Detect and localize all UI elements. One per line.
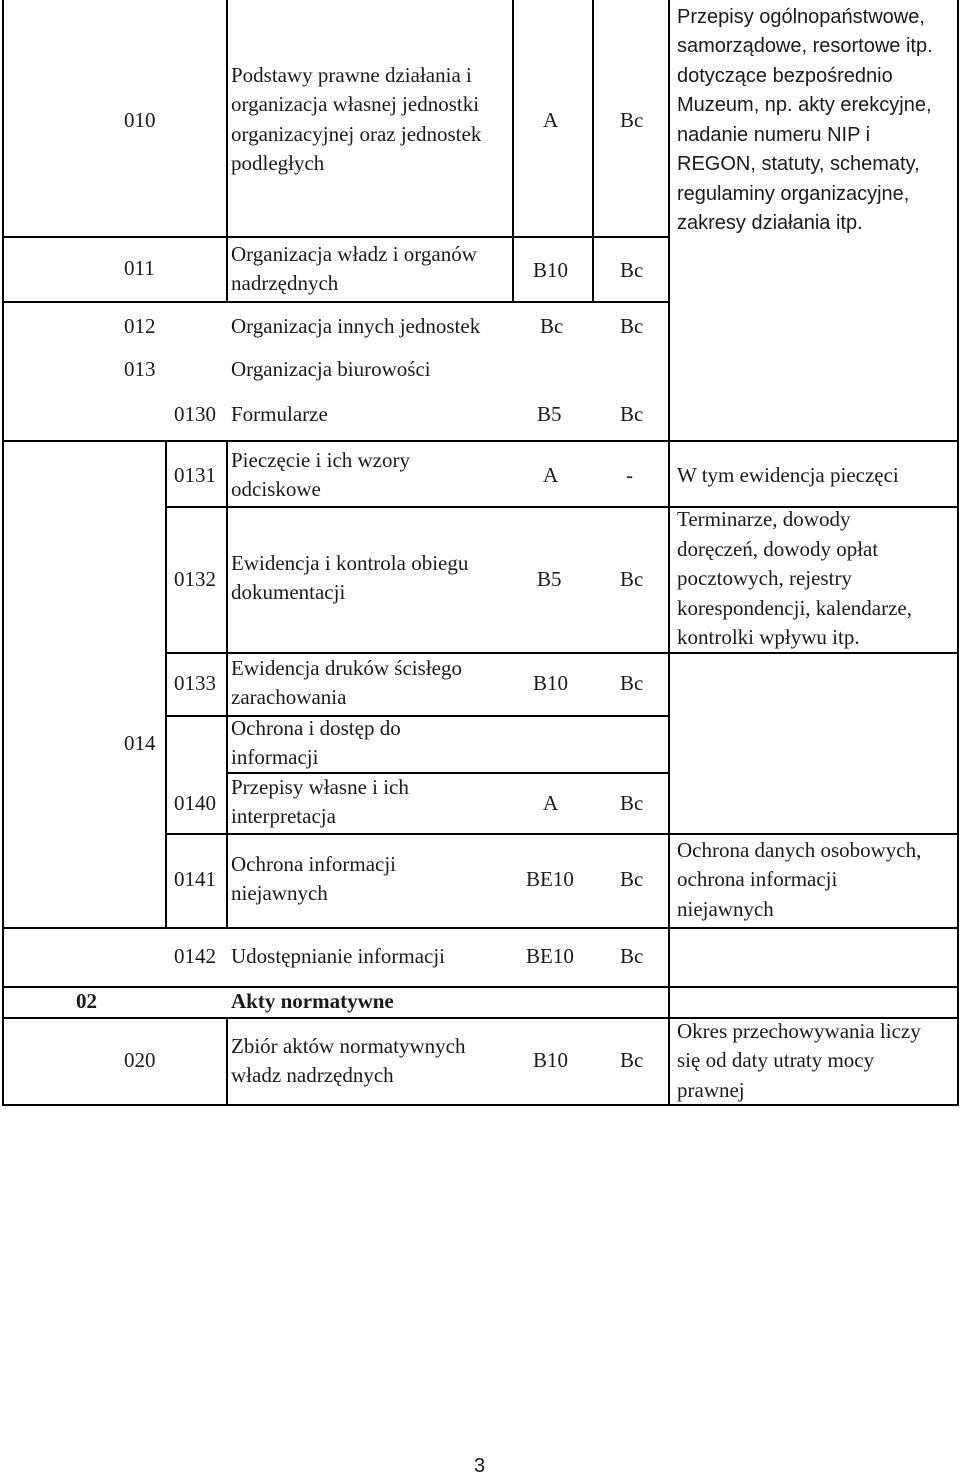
remark-przepisy-line-7: regulaminy organizacyjne, [677,183,910,205]
rule-after-011 [2,301,670,303]
row-014-title-line-1: Ochrona i dostęp do [231,716,401,740]
row-0132-title-line-1: Ewidencja i kontrola obiegu [231,551,469,575]
row-014-code: 014 [124,731,156,755]
row-020-title-line-1: Zbiór aktów normatywnych [231,1034,466,1058]
row-020-title-line-2: władz nadrzędnych [231,1063,394,1087]
row-0140-category-materials: A [543,791,559,815]
row-0133-category-materials: B10 [533,671,569,695]
row-0130-code: 0130 [174,402,216,426]
row-010-title-line-1: Podstawy prawne działania i [231,63,472,87]
rule-before-0131 [2,440,959,442]
remark-okres-line-3: prawnej [677,1078,745,1102]
row-0133-category-other: Bc [620,671,644,695]
row-0130-category-other: Bc [620,402,644,426]
remark-terminarze-line-2: doręczeń, dowody opłat [677,537,879,561]
row-010-title-line-4: podległych [231,151,325,175]
row-0140-title-line-1: Przepisy własne i ich [231,775,409,799]
code-020-separator [226,1017,228,1106]
row-0141-category-materials: BE10 [526,867,574,891]
row-013-code: 013 [124,357,156,381]
remark-przepisy-line-5: nadanie numeru NIP i [677,124,871,146]
remark-przepisy-line-6: REGON, statuty, schematy, [677,153,920,175]
remark-przepisy-line-1: Przepisy ogólnopaństwowe, [677,6,925,28]
row-014-title-line-2: informacji [231,745,319,769]
row-0141-title-line-2: niejawnych [231,881,328,905]
rule-before-0142 [2,927,959,929]
remark-przepisy-line-8: zakresy działania itp. [677,212,863,234]
row-011-code: 011 [124,256,155,280]
remark-przepisy-line-2: samorządowe, resortowe itp. [677,35,933,57]
table-border-bottom [2,1104,959,1106]
row-010-category-other: Bc [620,108,644,132]
table-border-right [957,0,959,1106]
row-0131-title-line-1: Pieczęcie i ich wzory [231,448,410,472]
row-011-category-materials: B10 [533,258,569,282]
row-012-title: Organizacja innych jednostek [231,314,481,338]
row-0142-category-other: Bc [620,944,644,968]
row-011-title-line-1: Organizacja władz i organów [231,242,477,266]
remark-przepisy-line-3: dotyczące bezpośrednio [677,65,893,87]
remark-terminarze-line-1: Terminarze, dowody [677,507,851,531]
row-0133-title-line-1: Ewidencja druków ścisłego [231,656,462,680]
row-0132-category-materials: B5 [537,567,562,591]
remark-okres-line-1: Okres przechowywania liczy [677,1019,921,1043]
table-border-left [2,0,4,1106]
row-0140-code: 0140 [174,791,216,815]
remark-przepisy-line-4: Muzeum, np. akty erekcyjne, [677,94,932,116]
row-0140-title-line-2: interpretacja [231,804,336,828]
remark-ochrona-line-2: ochrona informacji [677,867,838,891]
title-column-separator-top [512,0,514,302]
row-011-title-line-2: nadrzędnych [231,271,339,295]
remark-pieczecie: W tym ewidencja pieczęci [677,463,899,487]
row-011-category-other: Bc [620,258,644,282]
remark-terminarze-line-5: kontrolki wpływu itp. [677,625,860,649]
row-02-title: Akty normatywne [231,989,394,1013]
row-0141-code: 0141 [174,867,216,891]
row-0131-category-materials: A [543,463,559,487]
remark-ochrona-line-3: niejawnych [677,897,774,921]
row-0132-category-other: Bc [620,567,644,591]
row-0142-category-materials: BE10 [526,944,574,968]
row-010-title-line-3: organizacyjnej oraz jednostek [231,122,482,146]
row-012-category-other: Bc [620,314,644,338]
row-0131-title-line-2: odciskowe [231,477,321,501]
row-0141-category-other: Bc [620,867,644,891]
row-0132-title-line-2: dokumentacji [231,580,346,604]
row-0131-category-other: - [626,463,633,487]
code-014-separator [165,440,167,928]
row-0132-code: 0132 [174,567,216,591]
row-0133-code: 0133 [174,671,216,695]
category-column-separator-top [592,0,594,302]
row-0142-code: 0142 [174,944,216,968]
remark-terminarze-line-4: korespondencji, kalendarze, [677,596,912,620]
remark-column-separator [668,0,670,1106]
row-0142-title: Udostępnianie informacji [231,944,446,968]
row-020-category-materials: B10 [533,1048,569,1072]
row-020-code: 020 [124,1048,156,1072]
subcode-column-separator [226,440,228,928]
row-010-code: 010 [124,108,156,132]
remark-ochrona-line-1: Ochrona danych osobowych, [677,838,922,862]
row-010-title-line-2: organizacja własnej jednostki [231,92,480,116]
rule-after-0131 [165,506,670,508]
row-0130-title: Formularze [231,402,328,426]
rule-after-0140 [165,833,670,835]
row-02-code: 02 [76,989,97,1013]
row-013-title: Organizacja biurowości [231,357,431,381]
row-0131-code: 0131 [174,463,216,487]
row-0140-category-other: Bc [620,791,644,815]
row-020-category-other: Bc [620,1048,644,1072]
rule-before-0141-remark [668,833,959,835]
row-012-category-materials: Bc [540,314,564,338]
row-012-code: 012 [124,314,156,338]
remark-okres-line-2: się od daty utraty mocy [677,1048,875,1072]
remark-terminarze-line-3: pocztowych, rejestry [677,566,852,590]
row-0141-title-line-1: Ochrona informacji [231,852,397,876]
rule-before-02 [2,986,959,988]
page-number: 3 [474,1455,486,1477]
rule-010-011 [2,236,670,238]
row-0133-title-line-2: zarachowania [231,685,347,709]
row-010-category-materials: A [543,108,559,132]
code-column-separator-top [226,0,228,302]
row-0130-category-materials: B5 [537,402,562,426]
